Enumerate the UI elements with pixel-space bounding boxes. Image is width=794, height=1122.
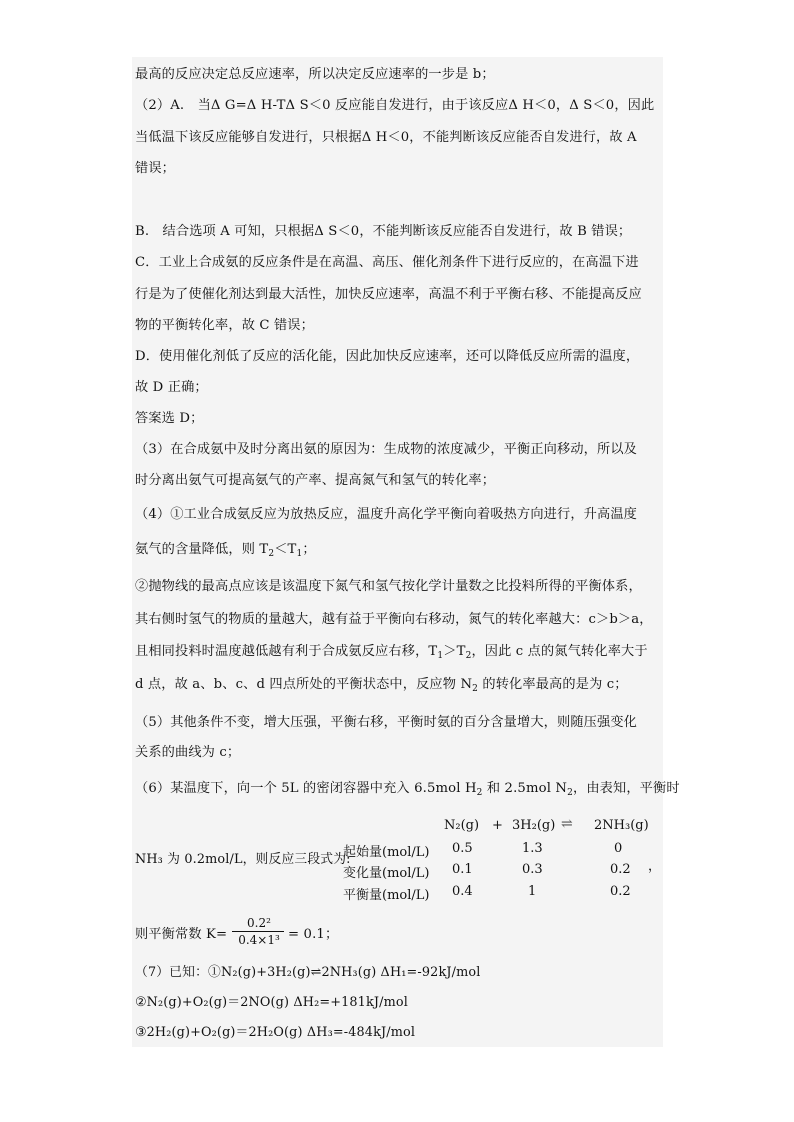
text-line: 当低温下该反应能够自发进行，只根据Δ H＜0，不能判断该反应能否自发进行，故 A [135, 130, 637, 145]
ice-cell: 0.5 [452, 841, 473, 856]
k-result: = 0.1； [288, 927, 339, 942]
k-label: 则平衡常数 K= [135, 927, 228, 942]
ice-cell: 0 [614, 841, 623, 856]
ice-intro: NH₃ 为 0.2mol/L，则反应三段式为: [135, 852, 351, 867]
k-denominator: 0.4×1³ [238, 933, 280, 947]
text-line: （4）①工业合成氨反应为放热反应，温度升高化学平衡向着吸热方向进行，升高温度 [135, 507, 638, 522]
ice-row-label: 变化量(mol/L) [343, 866, 430, 881]
ice-row-label: 平衡量(mol/L) [343, 888, 430, 903]
ice-row-label: 起始量(mol/L) [343, 845, 430, 860]
text-line: 其右侧时氢气的物质的量越大，越有益于平衡向右移动，氮气的转化率越大：c＞b＞a， [135, 612, 653, 627]
text-line: 最高的反应决定总反应速率，所以决定反应速率的一步是 b； [135, 67, 495, 82]
text-line: C．工业上合成氨的反应条件是在高温、高压、催化剂条件下进行反应的，在高温下进 [135, 255, 639, 270]
text-line: （7）已知：①N₂(g)+3H₂(g)⇌2NH₃(g) ΔH₁=-92kJ/mol [135, 965, 481, 980]
text-line: D．使用催化剂低了反应的活化能，因此加快反应速率，还可以降低反应所需的温度， [135, 349, 640, 364]
text-line: 物的平衡转化率，故 C 错误； [135, 318, 314, 333]
ice-cell: 0.2 [610, 862, 631, 877]
fraction-bar [232, 931, 284, 932]
ice-header-nh3: 2NH₃(g) [594, 818, 649, 833]
ice-header-plus: + [492, 818, 503, 833]
text-line: 答案选 D； [135, 411, 204, 426]
ice-header-n2: N₂(g) [444, 818, 480, 833]
ice-cell: 0.1 [452, 862, 473, 877]
ice-cell: 1.3 [522, 841, 543, 856]
text-line: （3）在合成氨中及时分离出氨的原因为：生成物的浓度减少，平衡正向移动，所以及 [135, 442, 638, 457]
text-line-q4c: 且相同投料时温度越低越有利于合成氨反应右移，$T_1>T_2$，因此 c 点的氮气转化率大于 [135, 644, 648, 661]
text-line: 错误； [135, 161, 176, 176]
text-line: 行是为了使催化剂达到最大活性，加快反应速率，高温不利于平衡右移、不能提高反应 [135, 287, 642, 302]
text-line: ②N₂(g)+O₂(g)＝2NO(g) ΔH₂=+181kJ/mol [135, 995, 408, 1010]
text-line: 故 D 正确； [135, 380, 208, 395]
ice-cell: 1 [528, 884, 537, 899]
ice-cell: 0.2 [610, 884, 631, 899]
k-numerator: 0.2² [247, 916, 271, 930]
ice-trailing-comma: ， [648, 859, 662, 874]
text-line-q4d: d 点，故 a、b、c、d 四点所处的平衡状态中，反应物 $N_2$ 的转化率最高的是为 c； [135, 677, 628, 694]
text-line: 关系的曲线为 c； [135, 745, 241, 760]
text-line: ③2H₂(g)+O₂(g)＝2H₂O(g) ΔH₃=-484kJ/mol [135, 1025, 416, 1040]
text-line-q6: （6）某温度下，向一个 5L 的密闭容器中充入 6.5mol $H_2$ 和 2.5mol $N_2$，由表知，平衡时 [135, 781, 680, 798]
k-fraction [232, 916, 286, 947]
text-line-q4b: 氨气的含量降低，则 $T_2<T_1$； [135, 542, 316, 559]
text-line: （5）其他条件不变，增大压强，平衡右移，平衡时氨的百分含量增大，则随压强变化 [135, 715, 638, 730]
text-line: ②抛物线的最高点应该是该温度下氮气和氢气按化学计量数之比投料所得的平衡体系， [135, 579, 642, 594]
ice-cell: 0.4 [452, 884, 473, 899]
text-line: （2）A. 当Δ G=Δ H-TΔ S＜0 反应能自发进行，由于该反应Δ H＜0，Δ S＜0，因此 [135, 98, 655, 113]
ice-header-h2: 3H₂(g) [512, 818, 556, 833]
ice-cell: 0.3 [522, 862, 543, 877]
ice-equilibrium-arrow: ⇌ [561, 816, 573, 832]
text-line: B. 结合选项 A 可知，只根据Δ S＜0，不能判断该反应能否自发进行，故 B 错误； [135, 224, 632, 239]
text-line: 时分离出氨气可提高氨气的产率、提高氮气和氢气的转化率； [135, 473, 496, 488]
